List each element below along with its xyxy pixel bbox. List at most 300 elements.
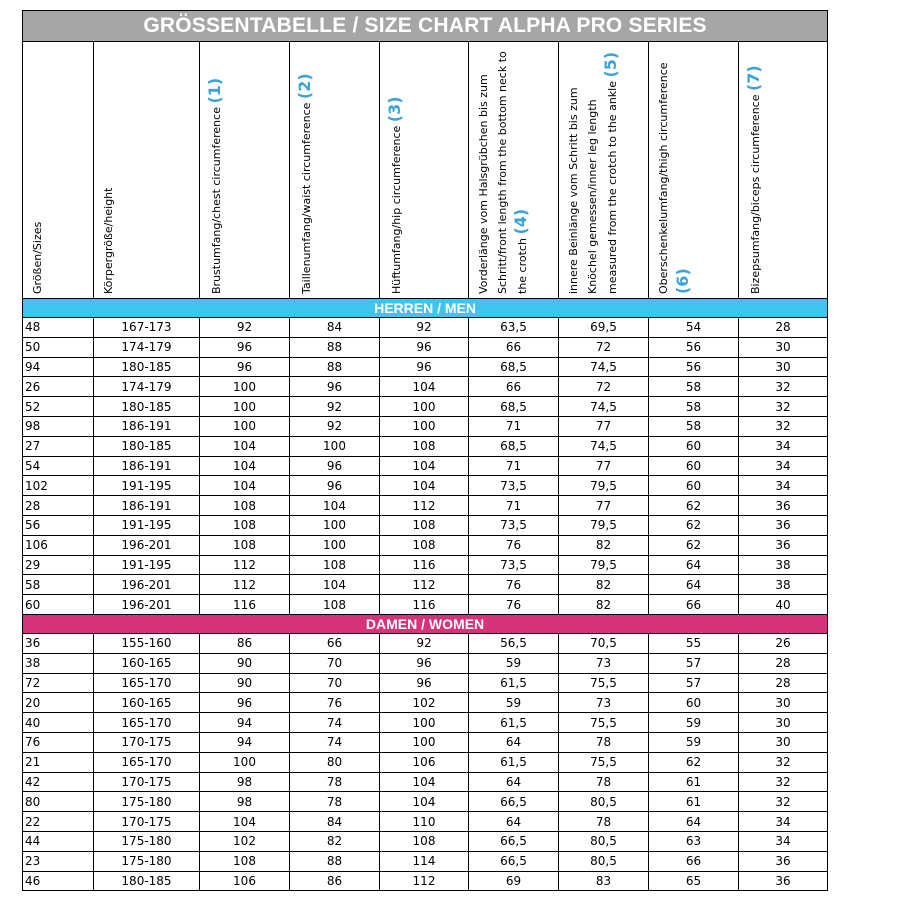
table-cell: 69,5 [559, 318, 649, 338]
table-cell: 100 [380, 397, 469, 417]
table-cell: 90 [200, 673, 290, 693]
table-cell: 61,5 [469, 713, 559, 733]
table-cell: 59 [469, 653, 559, 673]
measurement-number: (2) [295, 73, 314, 100]
table-cell: 30 [739, 732, 828, 752]
column-header-4 [290, 42, 380, 299]
table-row [23, 397, 828, 417]
table-cell: 26 [23, 377, 94, 397]
table-cell: 32 [739, 772, 828, 792]
table-row [23, 377, 828, 397]
column-header-text: Hüftumfang/hip circumference [390, 125, 403, 294]
table-cell: 108 [200, 535, 290, 555]
table-cell: 79,5 [559, 515, 649, 535]
table-cell: 76 [469, 575, 559, 595]
table-cell: 88 [290, 337, 380, 357]
table-cell: 104 [380, 456, 469, 476]
column-header-8 [649, 42, 739, 299]
table-cell: 61,5 [469, 752, 559, 772]
table-cell: 174-179 [94, 337, 200, 357]
table-cell: 80,5 [559, 792, 649, 812]
table-cell: 100 [200, 752, 290, 772]
table-cell: 26 [739, 633, 828, 653]
table-row [23, 831, 828, 851]
table-cell: 94 [23, 357, 94, 377]
table-cell: 108 [200, 851, 290, 871]
table-cell: 59 [649, 732, 739, 752]
table-cell: 34 [739, 812, 828, 832]
table-cell: 32 [739, 752, 828, 772]
table-cell: 92 [290, 416, 380, 436]
table-cell: 55 [649, 633, 739, 653]
table-cell: 62 [649, 535, 739, 555]
size-chart-table [22, 10, 828, 891]
table-cell: 59 [649, 713, 739, 733]
column-header-label [386, 44, 407, 294]
column-header-2 [94, 42, 200, 299]
table-cell: 104 [200, 476, 290, 496]
column-header-label [655, 44, 694, 294]
table-cell: 102 [23, 476, 94, 496]
table-cell: 76 [23, 732, 94, 752]
table-cell: 104 [380, 476, 469, 496]
section-label-men: HERREN / MEN [23, 299, 828, 318]
table-cell: 63,5 [469, 318, 559, 338]
measurement-number: (6) [672, 268, 692, 294]
table-cell: 96 [290, 377, 380, 397]
table-cell: 56 [23, 515, 94, 535]
table-cell: 71 [469, 456, 559, 476]
table-row [23, 732, 828, 752]
table-cell: 170-175 [94, 732, 200, 752]
table-cell: 20 [23, 693, 94, 713]
table-row [23, 318, 828, 338]
table-cell: 76 [469, 595, 559, 615]
table-cell: 82 [559, 575, 649, 595]
table-cell: 112 [200, 555, 290, 575]
table-cell: 66 [649, 595, 739, 615]
table-cell: 100 [200, 397, 290, 417]
table-cell: 88 [290, 851, 380, 871]
table-cell: 71 [469, 416, 559, 436]
table-cell: 48 [23, 318, 94, 338]
table-cell: 62 [649, 496, 739, 516]
table-cell: 64 [649, 555, 739, 575]
table-row [23, 515, 828, 535]
table-cell: 60 [649, 436, 739, 456]
table-cell: 34 [739, 476, 828, 496]
table-cell: 108 [380, 535, 469, 555]
column-header-3 [200, 42, 290, 299]
table-cell: 108 [290, 555, 380, 575]
column-header-1 [23, 42, 94, 299]
table-cell: 70 [290, 673, 380, 693]
table-cell: 92 [380, 633, 469, 653]
table-cell: 77 [559, 416, 649, 436]
table-cell: 72 [559, 377, 649, 397]
table-cell: 61 [649, 792, 739, 812]
table-cell: 30 [739, 337, 828, 357]
measurement-number: (4) [511, 208, 530, 235]
table-row [23, 871, 828, 891]
table-cell: 74,5 [559, 397, 649, 417]
table-cell: 29 [23, 555, 94, 575]
column-header-label [565, 44, 623, 294]
column-header-text: Taillenumfang/waist circumference [300, 102, 313, 294]
table-cell: 22 [23, 812, 94, 832]
table-cell: 68,5 [469, 357, 559, 377]
table-cell: 112 [200, 575, 290, 595]
column-header-text: Körpergröße/height [102, 187, 115, 294]
table-cell: 23 [23, 851, 94, 871]
table-cell: 65 [649, 871, 739, 891]
column-header-text: Größen/Sizes [31, 221, 44, 294]
table-cell: 66 [290, 633, 380, 653]
table-cell: 104 [380, 377, 469, 397]
measurement-number: (7) [744, 65, 763, 92]
column-header-label [745, 44, 766, 294]
table-cell: 57 [649, 673, 739, 693]
table-row [23, 792, 828, 812]
table-row [23, 713, 828, 733]
column-header-label [29, 44, 48, 294]
table-cell: 110 [380, 812, 469, 832]
table-cell: 61,5 [469, 673, 559, 693]
table-cell: 64 [469, 732, 559, 752]
table-cell: 66,5 [469, 831, 559, 851]
table-cell: 28 [739, 673, 828, 693]
table-row [23, 535, 828, 555]
table-cell: 96 [380, 337, 469, 357]
table-cell: 108 [380, 831, 469, 851]
section-header-row [23, 299, 828, 318]
table-cell: 28 [739, 318, 828, 338]
table-cell: 98 [200, 792, 290, 812]
table-cell: 34 [739, 436, 828, 456]
table-cell: 70,5 [559, 633, 649, 653]
table-cell: 72 [559, 337, 649, 357]
table-cell: 80,5 [559, 851, 649, 871]
table-cell: 100 [200, 416, 290, 436]
table-cell: 106 [23, 535, 94, 555]
table-cell: 100 [380, 732, 469, 752]
table-cell: 28 [739, 653, 828, 673]
table-cell: 100 [290, 515, 380, 535]
table-row [23, 812, 828, 832]
section-label-women: DAMEN / WOMEN [23, 614, 828, 633]
table-cell: 96 [380, 653, 469, 673]
table-cell: 170-175 [94, 812, 200, 832]
table-cell: 96 [200, 357, 290, 377]
table-cell: 66,5 [469, 851, 559, 871]
table-cell: 28 [23, 496, 94, 516]
column-header-row [23, 42, 828, 299]
table-cell: 56 [649, 357, 739, 377]
table-cell: 34 [739, 456, 828, 476]
table-cell: 112 [380, 871, 469, 891]
table-cell: 98 [200, 772, 290, 792]
table-cell: 58 [23, 575, 94, 595]
table-cell: 78 [559, 772, 649, 792]
measurement-number: (1) [205, 77, 224, 104]
table-cell: 71 [469, 496, 559, 516]
table-cell: 36 [739, 851, 828, 871]
table-cell: 38 [739, 575, 828, 595]
table-cell: 96 [380, 357, 469, 377]
table-cell: 78 [559, 812, 649, 832]
column-header-5 [380, 42, 469, 299]
table-row [23, 693, 828, 713]
table-cell: 92 [200, 318, 290, 338]
table-row [23, 456, 828, 476]
table-cell: 114 [380, 851, 469, 871]
table-cell: 52 [23, 397, 94, 417]
table-cell: 104 [200, 436, 290, 456]
table-cell: 66 [649, 851, 739, 871]
table-cell: 44 [23, 831, 94, 851]
table-cell: 75,5 [559, 673, 649, 693]
table-row [23, 575, 828, 595]
table-cell: 36 [739, 535, 828, 555]
table-cell: 36 [739, 871, 828, 891]
table-cell: 32 [739, 792, 828, 812]
table-cell: 170-175 [94, 772, 200, 792]
table-cell: 60 [649, 456, 739, 476]
table-cell: 56 [649, 337, 739, 357]
table-cell: 68,5 [469, 397, 559, 417]
table-cell: 75,5 [559, 713, 649, 733]
table-cell: 54 [649, 318, 739, 338]
table-cell: 83 [559, 871, 649, 891]
table-cell: 63 [649, 831, 739, 851]
table-cell: 175-180 [94, 792, 200, 812]
table-cell: 116 [380, 555, 469, 575]
table-cell: 191-195 [94, 555, 200, 575]
table-cell: 75,5 [559, 752, 649, 772]
table-row [23, 555, 828, 575]
table-cell: 112 [380, 496, 469, 516]
table-cell: 64 [649, 575, 739, 595]
column-header-label [100, 44, 119, 294]
table-cell: 84 [290, 812, 380, 832]
table-cell: 90 [200, 653, 290, 673]
table-cell: 36 [739, 496, 828, 516]
column-header-text: Vorderlänge vom Halsgrübchen bis zum Schritt/front length from the bottom neck to the crotch [477, 51, 529, 294]
table-cell: 160-165 [94, 693, 200, 713]
table-cell: 68,5 [469, 436, 559, 456]
table-cell: 116 [200, 595, 290, 615]
table-cell: 72 [23, 673, 94, 693]
table-cell: 96 [290, 456, 380, 476]
table-cell: 180-185 [94, 871, 200, 891]
table-cell: 50 [23, 337, 94, 357]
table-cell: 60 [23, 595, 94, 615]
table-cell: 102 [380, 693, 469, 713]
table-cell: 57 [649, 653, 739, 673]
table-cell: 79,5 [559, 476, 649, 496]
table-cell: 80 [290, 752, 380, 772]
table-cell: 56,5 [469, 633, 559, 653]
table-cell: 196-201 [94, 575, 200, 595]
table-cell: 98 [23, 416, 94, 436]
table-cell: 78 [290, 772, 380, 792]
table-cell: 78 [290, 792, 380, 812]
table-row [23, 436, 828, 456]
table-cell: 108 [380, 436, 469, 456]
table-cell: 96 [200, 693, 290, 713]
table-cell: 94 [200, 732, 290, 752]
table-cell: 100 [290, 535, 380, 555]
table-row [23, 416, 828, 436]
column-header-label [475, 44, 533, 294]
size-chart-sheet [22, 10, 827, 891]
table-cell: 64 [649, 812, 739, 832]
table-cell: 82 [290, 831, 380, 851]
table-cell: 73 [559, 693, 649, 713]
table-cell: 86 [290, 871, 380, 891]
table-cell: 92 [290, 397, 380, 417]
column-header-6 [469, 42, 559, 299]
table-cell: 66 [469, 377, 559, 397]
table-cell: 180-185 [94, 357, 200, 377]
table-cell: 104 [290, 575, 380, 595]
table-cell: 38 [739, 555, 828, 575]
table-cell: 191-195 [94, 515, 200, 535]
table-cell: 116 [380, 595, 469, 615]
table-cell: 73,5 [469, 555, 559, 575]
table-cell: 78 [559, 732, 649, 752]
table-cell: 80 [23, 792, 94, 812]
table-cell: 79,5 [559, 555, 649, 575]
section-header-row [23, 614, 828, 633]
table-cell: 86 [200, 633, 290, 653]
table-cell: 60 [649, 476, 739, 496]
table-cell: 32 [739, 416, 828, 436]
column-header-text: innere Beinlänge vom Schritt bis zum Knöchel gemessen/inner leg length measured from the crotch to the ankle [567, 81, 619, 294]
table-cell: 108 [200, 515, 290, 535]
table-cell: 74,5 [559, 357, 649, 377]
table-cell: 62 [649, 515, 739, 535]
table-cell: 165-170 [94, 713, 200, 733]
table-cell: 58 [649, 416, 739, 436]
table-cell: 94 [200, 713, 290, 733]
table-cell: 32 [739, 377, 828, 397]
table-cell: 104 [200, 812, 290, 832]
table-cell: 66 [469, 337, 559, 357]
table-cell: 77 [559, 496, 649, 516]
table-row [23, 476, 828, 496]
table-row [23, 752, 828, 772]
table-cell: 54 [23, 456, 94, 476]
table-cell: 174-179 [94, 377, 200, 397]
table-row [23, 772, 828, 792]
table-cell: 180-185 [94, 436, 200, 456]
table-cell: 104 [380, 772, 469, 792]
table-cell: 175-180 [94, 831, 200, 851]
table-cell: 108 [200, 496, 290, 516]
table-cell: 191-195 [94, 476, 200, 496]
table-row [23, 496, 828, 516]
table-cell: 92 [380, 318, 469, 338]
table-cell: 175-180 [94, 851, 200, 871]
table-cell: 165-170 [94, 752, 200, 772]
measurement-number: (5) [601, 51, 620, 78]
table-cell: 96 [290, 476, 380, 496]
table-cell: 30 [739, 713, 828, 733]
column-header-text: Brustumfang/chest circumference [210, 107, 223, 294]
column-header-text: Bizepsumfang/biceps circumference [749, 94, 762, 294]
table-cell: 100 [290, 436, 380, 456]
table-cell: 46 [23, 871, 94, 891]
table-cell: 60 [649, 693, 739, 713]
measurement-number: (3) [385, 96, 404, 123]
table-cell: 108 [380, 515, 469, 535]
table-cell: 96 [200, 337, 290, 357]
table-cell: 58 [649, 377, 739, 397]
table-cell: 40 [23, 713, 94, 733]
table-cell: 34 [739, 831, 828, 851]
table-cell: 100 [200, 377, 290, 397]
table-cell: 196-201 [94, 595, 200, 615]
table-row [23, 851, 828, 871]
column-header-text: Oberschenkelumfang/thigh circumference [657, 62, 670, 294]
table-cell: 30 [739, 693, 828, 713]
table-cell: 167-173 [94, 318, 200, 338]
table-cell: 96 [380, 673, 469, 693]
table-cell: 100 [380, 416, 469, 436]
table-row [23, 357, 828, 377]
table-cell: 40 [739, 595, 828, 615]
table-cell: 82 [559, 595, 649, 615]
table-cell: 36 [739, 515, 828, 535]
table-cell: 82 [559, 535, 649, 555]
table-cell: 21 [23, 752, 94, 772]
table-cell: 104 [380, 792, 469, 812]
table-cell: 108 [290, 595, 380, 615]
table-cell: 165-170 [94, 673, 200, 693]
table-cell: 84 [290, 318, 380, 338]
column-header-9 [739, 42, 828, 299]
table-cell: 27 [23, 436, 94, 456]
table-row [23, 595, 828, 615]
table-cell: 69 [469, 871, 559, 891]
table-cell: 59 [469, 693, 559, 713]
chart-title: GRÖSSENTABELLE / SIZE CHART ALPHA PRO SERIES [23, 11, 828, 42]
table-cell: 38 [23, 653, 94, 673]
column-header-label [206, 44, 227, 294]
table-cell: 74 [290, 732, 380, 752]
table-cell: 66,5 [469, 792, 559, 812]
table-cell: 104 [290, 496, 380, 516]
table-cell: 106 [200, 871, 290, 891]
table-cell: 106 [380, 752, 469, 772]
table-cell: 42 [23, 772, 94, 792]
table-cell: 30 [739, 357, 828, 377]
table-body [23, 299, 828, 891]
table-cell: 100 [380, 713, 469, 733]
table-cell: 70 [290, 653, 380, 673]
table-cell: 73,5 [469, 476, 559, 496]
table-cell: 155-160 [94, 633, 200, 653]
table-cell: 186-191 [94, 416, 200, 436]
table-cell: 112 [380, 575, 469, 595]
table-cell: 62 [649, 752, 739, 772]
table-cell: 36 [23, 633, 94, 653]
table-cell: 74 [290, 713, 380, 733]
table-cell: 73,5 [469, 515, 559, 535]
table-cell: 74,5 [559, 436, 649, 456]
table-cell: 73 [559, 653, 649, 673]
